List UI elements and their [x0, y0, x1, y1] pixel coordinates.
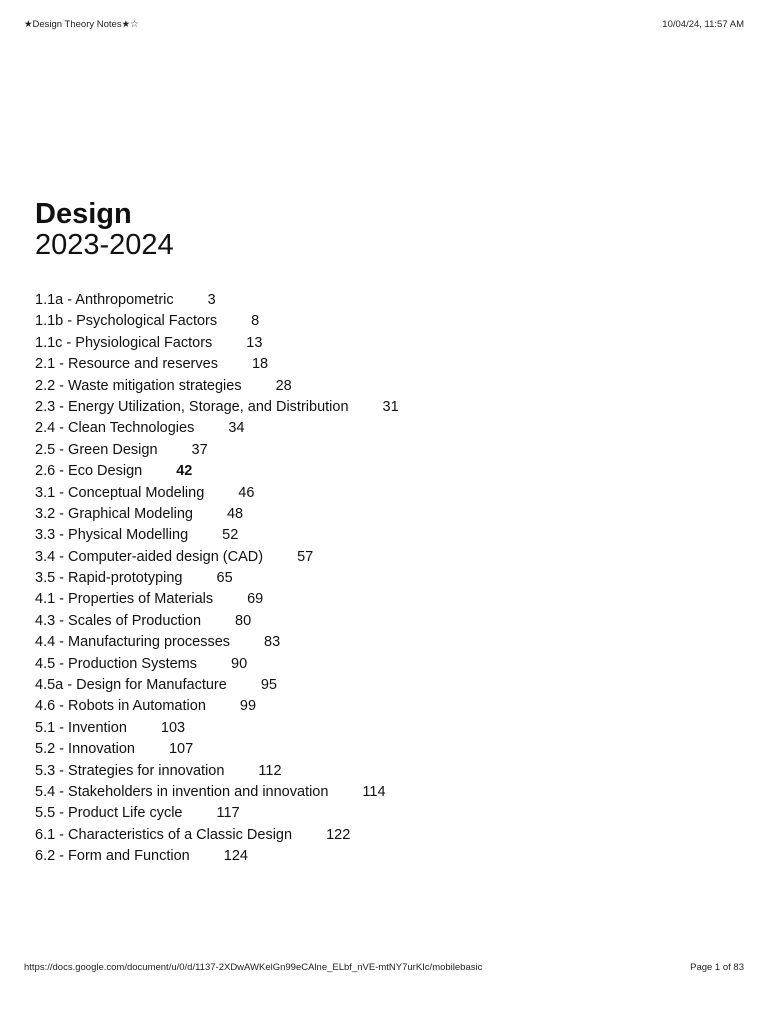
- toc-entry-page: 28: [275, 377, 292, 394]
- document-name: ★Design Theory Notes★☆: [24, 19, 139, 30]
- document-title: Design: [35, 198, 132, 230]
- toc-entry-label: 4.1 - Properties of Materials: [35, 591, 214, 608]
- toc-entry-page: 69: [247, 591, 264, 608]
- toc-entry-page: 31: [382, 398, 399, 415]
- toc-entry[interactable]: [35, 290, 399, 311]
- toc-entry-page: 48: [226, 505, 244, 522]
- toc-entry[interactable]: [35, 354, 399, 375]
- toc-entry-page: 95: [260, 677, 277, 694]
- toc-entry-page: 122: [326, 826, 351, 843]
- toc-entry-label: 1.1b - Psychological Factors: [35, 313, 218, 330]
- toc-entry[interactable]: [35, 568, 399, 589]
- toc-entry-page: 103: [160, 719, 186, 736]
- toc-entry[interactable]: [35, 483, 399, 504]
- toc-entry[interactable]: [35, 782, 399, 803]
- toc-entry-label: 5.5 - Product Life cycle: [35, 805, 183, 822]
- toc-entry[interactable]: [35, 376, 399, 397]
- toc-entry[interactable]: [35, 418, 399, 439]
- toc-entry-label: 4.4 - Manufacturing processes: [35, 634, 231, 651]
- toc-entry-page: 42: [176, 463, 193, 480]
- toc-entry-page: 83: [264, 634, 281, 651]
- toc-entry[interactable]: [35, 632, 399, 653]
- toc-entry[interactable]: [35, 739, 399, 760]
- toc-entry-label: 5.3 - Strategies for innovation: [35, 762, 225, 779]
- toc-entry[interactable]: [35, 761, 399, 782]
- toc-entry[interactable]: [35, 440, 399, 461]
- toc-entry[interactable]: [35, 825, 399, 846]
- toc-entry-label: 5.2 - Innovation: [35, 741, 135, 758]
- toc-entry-page: 3: [207, 292, 216, 308]
- toc-entry[interactable]: [35, 589, 399, 610]
- toc-entry-page: 34: [228, 420, 245, 437]
- toc-entry[interactable]: [35, 461, 399, 482]
- toc-entry-label: 1.1c - Physiological Factors: [35, 334, 213, 351]
- toc-entry-page: 80: [235, 612, 252, 629]
- toc-entry-label: 2.2 - Waste mitigation strategies: [35, 377, 242, 394]
- toc-entry-label: 2.6 - Eco Design: [35, 463, 143, 480]
- print-footer: [24, 962, 744, 976]
- toc-entry-label: 2.5 - Green Design: [35, 441, 158, 458]
- table-of-contents: [35, 290, 399, 868]
- toc-entry-page: 124: [223, 848, 248, 865]
- toc-entry-label: 3.1 - Conceptual Modeling: [35, 484, 205, 501]
- toc-entry[interactable]: [35, 547, 399, 568]
- toc-entry-label: 2.1 - Resource and reserves: [35, 356, 218, 373]
- toc-entry[interactable]: [35, 504, 399, 525]
- print-header: [24, 19, 744, 33]
- toc-entry-page: 114: [362, 783, 386, 800]
- toc-entry-page: 46: [238, 484, 255, 501]
- toc-entry-page: 18: [251, 356, 269, 373]
- toc-entry-label: 2.4 - Clean Technologies: [35, 420, 195, 437]
- toc-entry-page: 65: [216, 570, 233, 587]
- toc-entry-label: 4.3 - Scales of Production: [35, 612, 202, 629]
- toc-entry[interactable]: [35, 611, 399, 632]
- toc-entry[interactable]: [35, 311, 399, 332]
- page-indicator: Page 1 of 83: [690, 962, 744, 973]
- toc-entry-label: 6.2 - Form and Function: [35, 848, 190, 865]
- toc-entry-page: 52: [222, 527, 239, 544]
- toc-entry-label: 3.5 - Rapid-prototyping: [35, 570, 183, 587]
- toc-entry-label: 3.3 - Physical Modelling: [35, 527, 189, 544]
- toc-entry-page: 57: [297, 548, 314, 565]
- toc-entry-page: 107: [168, 741, 194, 758]
- toc-entry[interactable]: [35, 803, 399, 824]
- toc-entry-page: 90: [231, 655, 248, 672]
- toc-entry-label: 4.6 - Robots in Automation: [35, 698, 206, 715]
- toc-entry[interactable]: [35, 397, 399, 418]
- toc-entry-label: 5.4 - Stakeholders in invention and innovation: [35, 783, 329, 800]
- toc-entry[interactable]: [35, 846, 399, 867]
- toc-entry-label: 6.1 - Characteristics of a Classic Design: [35, 826, 293, 843]
- toc-entry-label: 2.3 - Energy Utilization, Storage, and Distribution: [35, 398, 349, 415]
- toc-entry-label: 3.2 - Graphical Modeling: [35, 505, 193, 522]
- toc-entry-page: 117: [216, 805, 240, 822]
- toc-entry-page: 13: [246, 334, 263, 351]
- toc-entry-page: 112: [258, 762, 282, 779]
- toc-entry-label: 3.4 - Computer-aided design (CAD): [35, 548, 264, 565]
- toc-entry-page: 8: [251, 313, 260, 330]
- toc-entry-page: 37: [191, 441, 208, 458]
- document-subtitle: 2023-2024: [35, 229, 174, 261]
- toc-entry[interactable]: [35, 525, 399, 546]
- document-url: https://docs.google.com/document/u/0/d/1137-2XDwAWKelGn99eCAlne_ELbf_nVE-mtNY7urKIc/mobilebasic: [24, 962, 483, 973]
- toc-entry-label: 4.5a - Design for Manufacture: [35, 677, 227, 694]
- toc-entry[interactable]: [35, 696, 399, 717]
- toc-entry-label: 1.1a - Anthropometric: [35, 292, 174, 308]
- print-datetime: 10/04/24, 11:57 AM: [662, 19, 744, 30]
- toc-entry-label: 4.5 - Production Systems: [35, 655, 197, 672]
- toc-entry[interactable]: [35, 333, 399, 354]
- toc-entry[interactable]: [35, 718, 399, 739]
- toc-entry[interactable]: [35, 654, 399, 675]
- toc-entry[interactable]: [35, 675, 399, 696]
- toc-entry-label: 5.1 - Invention: [35, 719, 127, 736]
- toc-entry-page: 99: [239, 698, 257, 715]
